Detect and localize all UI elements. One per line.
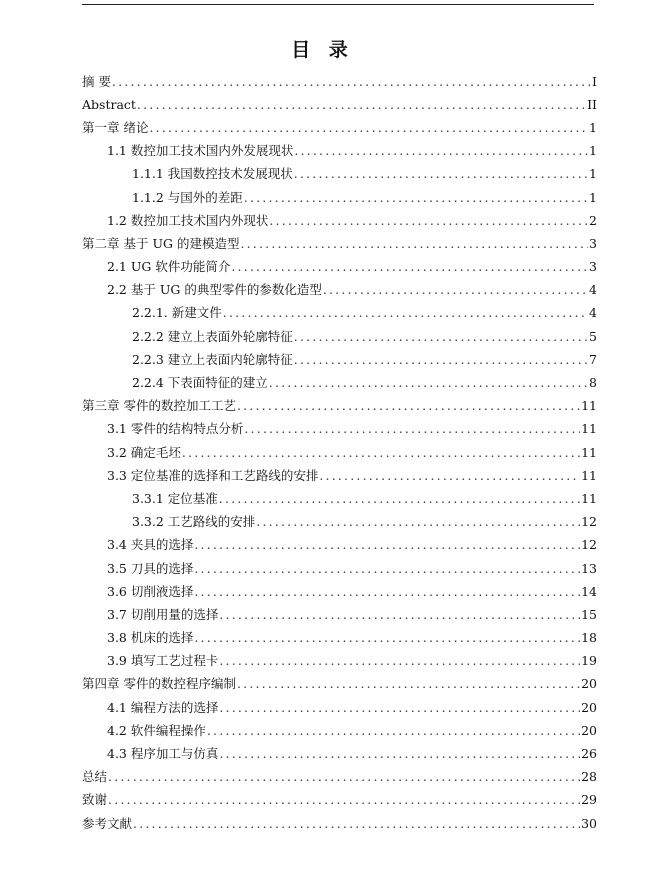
toc-entry[interactable] xyxy=(82,696,597,719)
toc-entry[interactable] xyxy=(82,627,597,650)
dot-leader xyxy=(294,353,588,367)
toc-entry-page: 12 xyxy=(581,537,597,553)
toc-entry-page: I xyxy=(592,73,597,89)
toc-entry-title: 3.9 填写工艺过程卡 xyxy=(107,653,219,669)
toc-entry-title: 第二章 基于 UG 的建模造型 xyxy=(82,235,240,251)
toc-entry-title: 2.1 UG 软件功能简介 xyxy=(107,259,231,275)
toc-entry-page: 1 xyxy=(589,189,597,205)
dot-leader xyxy=(108,770,580,784)
toc-entry[interactable] xyxy=(82,302,597,325)
dot-leader xyxy=(219,654,580,668)
dot-leader xyxy=(244,422,580,436)
toc-entry-page: 30 xyxy=(581,815,597,831)
dot-leader xyxy=(219,747,580,761)
toc-entry-title: 3.6 切削液选择 xyxy=(107,583,194,599)
toc-entry[interactable] xyxy=(82,163,597,186)
dot-leader xyxy=(269,214,588,228)
header-rule xyxy=(82,4,594,5)
dot-leader xyxy=(319,469,580,483)
toc-entry-title: Abstract xyxy=(82,96,136,112)
dot-leader xyxy=(112,75,591,89)
toc-entry-title: 2.2 基于 UG 的典型零件的参数化造型 xyxy=(107,282,322,298)
dot-leader xyxy=(219,701,580,715)
dot-leader xyxy=(294,144,588,158)
toc-entry-page: 14 xyxy=(581,583,597,599)
toc-entry[interactable] xyxy=(82,348,597,371)
toc-entry[interactable] xyxy=(82,116,597,139)
dot-leader xyxy=(237,399,580,413)
toc-entry-page: 20 xyxy=(581,676,597,692)
toc-entry-title: 4.3 程序加工与仿真 xyxy=(107,746,219,762)
toc-entry-page: 1 xyxy=(589,143,597,159)
toc-entry-title: 2.2.1. 新建文件 xyxy=(132,305,222,321)
dot-leader xyxy=(207,724,580,738)
dot-leader xyxy=(133,817,580,831)
toc-entry-page: 13 xyxy=(581,560,597,576)
toc-entry[interactable] xyxy=(82,603,597,626)
toc-entry[interactable] xyxy=(82,673,597,696)
toc-entry-page: 4 xyxy=(589,305,597,321)
toc-entry-title: 3.7 切削用量的选择 xyxy=(107,606,219,622)
toc-entry-title: 1.1 数控加工技术国内外发展现状 xyxy=(107,143,294,159)
toc-entry-title: 3.8 机床的选择 xyxy=(107,630,194,646)
toc-entry[interactable] xyxy=(82,487,597,510)
toc-entry-title: 第三章 零件的数控加工工艺 xyxy=(82,398,236,414)
dot-leader xyxy=(137,98,586,112)
toc-entry[interactable] xyxy=(82,580,597,603)
toc-entry-page: 12 xyxy=(581,514,597,530)
toc-entry-page: 19 xyxy=(581,653,597,669)
toc-entry[interactable] xyxy=(82,511,597,534)
toc-entry-title: 2.2.3 建立上表面内轮廓特征 xyxy=(132,351,293,367)
toc-entry-page: 20 xyxy=(581,722,597,738)
toc-entry-title: 摘 要 xyxy=(82,73,111,89)
toc-entry-title: 总结 xyxy=(82,769,108,785)
toc-entry[interactable] xyxy=(82,418,597,441)
toc-entry-title: 2.2.4 下表面特征的建立 xyxy=(132,375,268,391)
toc-entry-page: 1 xyxy=(589,119,597,135)
dot-leader xyxy=(294,330,588,344)
toc-entry[interactable] xyxy=(82,557,597,580)
toc-entry-title: 第四章 零件的数控程序编制 xyxy=(82,676,236,692)
toc-entry[interactable] xyxy=(82,371,597,394)
toc-entry-page: 26 xyxy=(581,746,597,762)
toc-entry-page: 29 xyxy=(581,792,597,808)
toc-entry-page: 4 xyxy=(589,282,597,298)
dot-leader xyxy=(194,562,580,576)
toc-entry-title: 致谢 xyxy=(82,792,108,808)
toc-entry[interactable] xyxy=(82,719,597,742)
dot-leader xyxy=(149,121,588,135)
toc-entry-title: 第一章 绪论 xyxy=(82,119,149,135)
toc-entry-title: 3.1 零件的结构特点分析 xyxy=(107,421,244,437)
toc-entry[interactable] xyxy=(82,441,597,464)
toc-entry-page: 11 xyxy=(581,421,597,437)
toc-entry-title: 3.3.2 工艺路线的安排 xyxy=(132,514,256,530)
toc-entry[interactable] xyxy=(82,650,597,673)
toc-entry-title: 1.2 数控加工技术国内外现状 xyxy=(107,212,269,228)
toc-entry[interactable] xyxy=(82,140,597,163)
toc-entry[interactable] xyxy=(82,209,597,232)
toc-entry-page: II xyxy=(587,96,597,112)
toc-entry-page: 28 xyxy=(581,769,597,785)
toc-entry-title: 2.2.2 建立上表面外轮廓特征 xyxy=(132,328,293,344)
toc-entry-page: 11 xyxy=(581,444,597,460)
toc-entry-title: 1.1.1 我国数控技术发展现状 xyxy=(132,166,293,182)
toc-entry-title: 3.2 确定毛坯 xyxy=(107,444,181,460)
toc-entry-page: 11 xyxy=(581,467,597,483)
toc-entry[interactable] xyxy=(82,325,597,348)
dot-leader xyxy=(256,515,580,529)
toc-entry[interactable] xyxy=(82,232,597,255)
dot-leader xyxy=(182,446,580,460)
dot-leader xyxy=(294,167,588,181)
dot-leader xyxy=(108,793,580,807)
toc-entry-page: 18 xyxy=(581,630,597,646)
toc-entry[interactable] xyxy=(82,70,597,93)
toc-entry-page: 3 xyxy=(589,259,597,275)
toc-entry-page: 8 xyxy=(589,375,597,391)
toc-entry-page: 7 xyxy=(589,351,597,367)
toc-entry[interactable] xyxy=(82,186,597,209)
toc-entry-title: 4.1 编程方法的选择 xyxy=(107,699,219,715)
dot-leader xyxy=(219,608,580,622)
toc-entry-title: 3.5 刀具的选择 xyxy=(107,560,194,576)
toc-entry-title: 1.1.2 与国外的差距 xyxy=(132,189,243,205)
toc-entry-title: 4.2 软件编程操作 xyxy=(107,722,206,738)
dot-leader xyxy=(223,306,588,320)
page-title: 目 录 xyxy=(291,39,354,61)
toc-entry-page: 1 xyxy=(589,166,597,182)
toc-entry[interactable] xyxy=(82,766,597,789)
toc-entry-page: 2 xyxy=(589,212,597,228)
dot-leader xyxy=(231,260,588,274)
dot-leader xyxy=(194,585,580,599)
dot-leader xyxy=(237,677,580,691)
dot-leader xyxy=(219,492,580,506)
toc-list xyxy=(82,70,597,835)
toc-entry[interactable] xyxy=(82,395,597,418)
toc-entry[interactable] xyxy=(82,789,597,812)
toc-entry-page: 20 xyxy=(581,699,597,715)
dot-leader xyxy=(194,538,580,552)
dot-leader xyxy=(240,237,588,251)
toc-entry-page: 15 xyxy=(581,606,597,622)
toc-entry-page: 11 xyxy=(581,398,597,414)
toc-entry-title: 3.3.1 定位基准 xyxy=(132,490,218,506)
dot-leader xyxy=(269,376,588,390)
toc-entry[interactable] xyxy=(82,742,597,765)
toc-entry-page: 11 xyxy=(581,490,597,506)
dot-leader xyxy=(194,631,580,645)
toc-entry[interactable] xyxy=(82,812,597,835)
toc-entry-page: 5 xyxy=(589,328,597,344)
toc-entry-title: 参考文献 xyxy=(82,815,133,831)
toc-entry-page: 3 xyxy=(589,235,597,251)
toc-entry-title: 3.3 定位基准的选择和工艺路线的安排 xyxy=(107,467,319,483)
dot-leader xyxy=(244,191,588,205)
toc-entry[interactable] xyxy=(82,534,597,557)
toc-entry-title: 3.4 夹具的选择 xyxy=(107,537,194,553)
toc-entry[interactable] xyxy=(82,256,597,279)
toc-entry[interactable] xyxy=(82,464,597,487)
toc-entry[interactable] xyxy=(82,93,597,116)
toc-entry[interactable] xyxy=(82,279,597,302)
dot-leader xyxy=(323,283,588,297)
